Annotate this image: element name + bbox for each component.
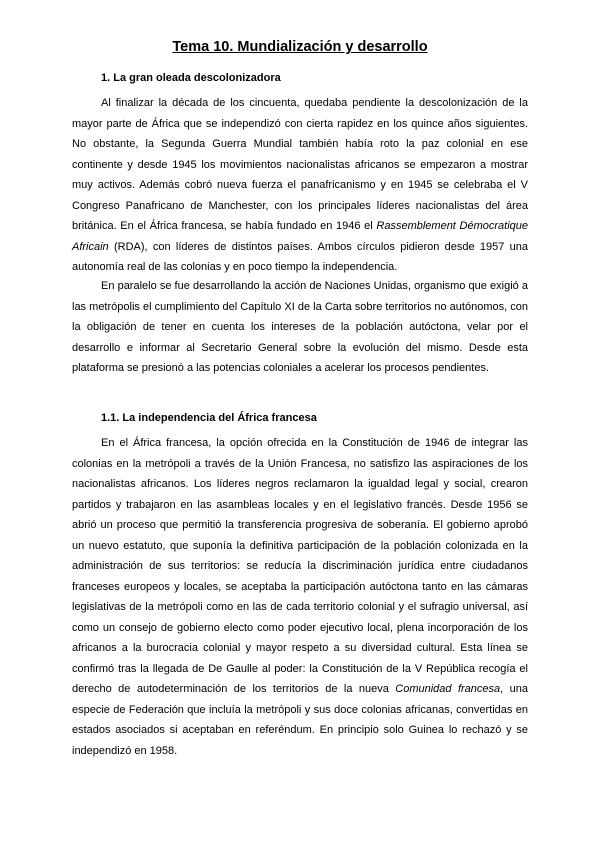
paragraph-3-text-b: , una especie de Federación que incluía la metrópoli y sus doce colonias africanas, convertidas en estados asociados si aceptaban en referéndum. En principio solo Guinea lo rechazó y se independizó en 1958. (72, 683, 528, 757)
paragraph-1 (72, 93, 528, 278)
section-heading-1: 1. La gran oleada descolonizadora (101, 72, 281, 84)
page-title: Tema 10. Mundialización y desarrollo (172, 39, 428, 55)
paragraph-3 (72, 433, 528, 761)
paragraph-1-text-b: (RDA), con líderes de distintos países. Ambos círculos pidieron desde 1957 una autonomía real de las colonias y en poco tiempo la independencia. (72, 240, 528, 273)
paragraph-1-italic-term: Rassemblement Démocratique Africain (72, 220, 528, 253)
paragraph-3-italic-term: Comunidad francesa (395, 683, 501, 695)
paragraph-2-text: En paralelo se fue desarrollando la acción de Naciones Unidas, organismo que exigió a las metrópolis el cumplimiento del Capítulo XI de la Carta sobre territorios no autónomos, con la obligación de tener en cuenta los intereses de la población autóctona, velar por el desarrollo e informar al Secretario General sobre la evolución del mismo. Desde esta plataforma se presionó a las potencias coloniales a acelerar los procesos pendientes. (72, 280, 528, 374)
paragraph-3-text-a: En el África francesa, la opción ofrecida en la Constitución de 1946 de integrar las colonias en la metrópoli a través de la Unión Francesa, no satisfizo las aspiraciones de los nacionalistas africanos. Los líderes negros reclamaron la igualdad legal y social, crearon partidos y trabajaron en las asambleas locales y en el legislativo francés. Desde 1956 se abrió un proceso que permitió la transferencia progresiva de soberanía. El gobierno aprobó un nuevo estatuto, que suponía la definitiva participación de la población colonizada en la administración de sus territorios: se reducía la discriminación jurídica entre ciudadanos franceses europeos y locales, se aceptaba la participación autóctona tanto en las cámaras legislativas de la metrópoli como en las de cada territorio colonial y el sufragio universal, así como un consejo de gobierno electo como poder ejecutivo local, plena incorporación de los africanos a la burocracia colonial y mayor respeto a su diversidad cultural. Esta línea se confirmó tras la llegada de De Gaulle al poder: la Constitución de la V República recogía el derecho de autodeterminación de los territorios de la nueva (72, 437, 528, 695)
paragraph-2 (72, 276, 528, 379)
paragraph-1-text-a: Al finalizar la década de los cincuenta, quedaba pendiente la descolonización de la mayor parte de África que se independizó con cierta rapidez en los quince años siguientes. No obstante, la Segunda Guerra Mundial también había roto la paz colonial en ese continente y desde 1945 los movimientos nacionalistas africanos se empezaron a mostrar muy activos. Además cobró nueva fuerza el panafricanismo y en 1945 se celebraba el V Congreso Panafricano de Manchester, con los principales líderes nacionalistas del área británica. En el África francesa, se había fundado en 1946 el (72, 97, 528, 232)
section-heading-2: 1.1. La independencia del África francesa (101, 412, 317, 424)
